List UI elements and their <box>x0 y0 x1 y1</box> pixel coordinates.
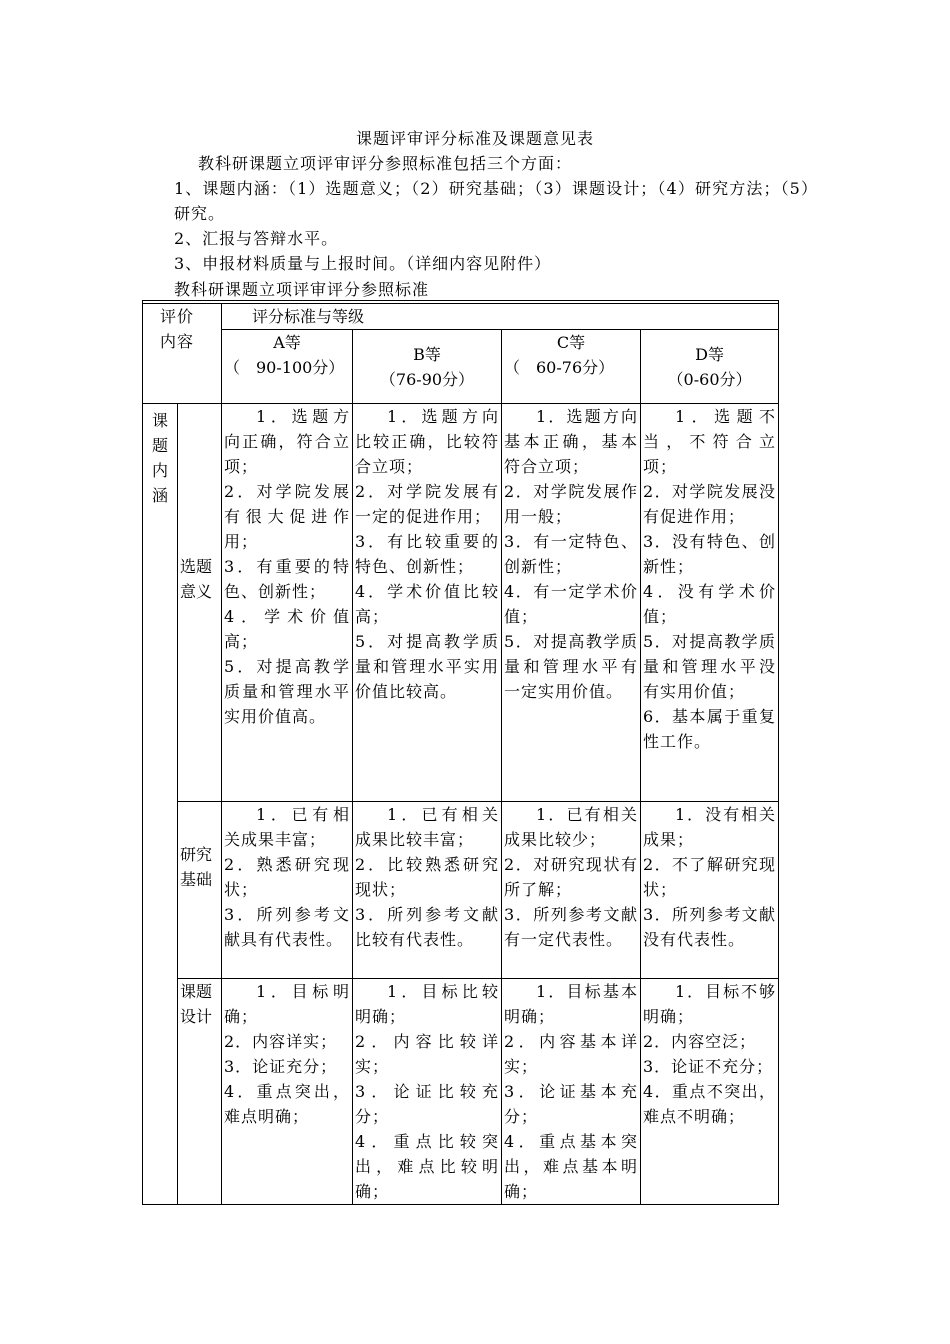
category-cell <box>143 404 178 1205</box>
criteria-text: 1．目标不够明确； 2．内容空泛； 3．论证不充分； 4．重点不突出，难点不明确； <box>643 982 777 1126</box>
grade-a-range: （ 90-100分） <box>224 358 345 377</box>
row-label-cell <box>178 802 222 979</box>
criteria-text: 1．选题方向正确，符合立项； 2．对学院发展有很大促进作用； 3．有重要的特色、创新性； 4．学术价值高； 5．对提高教学质量和管理水平实用价值高。 <box>224 407 350 726</box>
criteria-text: 1．选题方向比较正确，比较符合立项； 2．对学院发展有一定的促进作用； 3．有比较重要的特色、创新性； 4．学术价值比较高； 5．对提高教学质量和管理水平实用价值比较高。 <box>355 407 499 701</box>
criteria-cell <box>353 979 502 1205</box>
row-label-text: 研究基础 <box>180 845 213 889</box>
criteria-text: 1．目标基本明确； 2．内容基本详实； 3．论证基本充分； 4．重点基本突出，难点基本明确； <box>504 982 638 1201</box>
criteria-cell <box>222 802 353 979</box>
criteria-cell <box>641 979 779 1205</box>
criteria-cell <box>222 979 353 1205</box>
criteria-cell <box>353 802 502 979</box>
criteria-text: 1．已有相关成果比较少； 2．对研究现状有所了解； 3．所列参考文献有一定代表性。 <box>504 805 638 949</box>
criteria-text: 1．选题不当，不符合立项； 2．对学院发展没有促进作用； 3．没有特色、创新性； 4．没有学术价值； 5．对提高教学质量和管理水平没有实用价值； 6．基本属于重复性工作。 <box>643 407 777 751</box>
page-title: 课题评审评分标准及课题意见表 <box>355 129 594 148</box>
group-header-text: 评分标准与等级 <box>252 307 365 326</box>
grade-c-header <box>502 330 641 404</box>
grade-d-name: D等 <box>695 344 724 364</box>
criteria-text: 1．已有相关成果比较丰富； 2．比较熟悉研究现状； 3．所列参考文献比较有代表性。 <box>355 805 499 949</box>
grade-d-header <box>641 330 779 404</box>
row-label-cell <box>178 404 222 802</box>
grade-c-name: C等 <box>556 333 586 352</box>
criteria-cell <box>502 802 641 979</box>
group-header-cell <box>222 304 779 330</box>
criteria-cell <box>222 404 353 802</box>
grade-header-row <box>143 330 779 404</box>
grade-b-name: B等 <box>413 344 441 364</box>
grade-b-header <box>353 330 502 404</box>
grade-a-name: A等 <box>273 333 301 352</box>
criteria-row-project-design <box>143 979 779 1205</box>
criteria-cell <box>641 802 779 979</box>
corner-header-text: 评价内容 <box>160 307 195 351</box>
corner-header-cell <box>143 304 222 404</box>
criteria-text: 1．目标比较明确； 2．内容比较详实； 3．论证比较充分； 4．重点比较突出，难点比较明确； <box>355 982 499 1201</box>
table-caption: 教科研课题立项评审评分参照标准 <box>174 280 430 299</box>
row-label-text: 选题意义 <box>180 557 213 601</box>
grade-b-range: （76-90分） <box>379 369 475 389</box>
grade-d-range: （0-60分） <box>667 369 752 389</box>
header-row-group <box>143 304 779 330</box>
item-2-paragraph: 2、汇报与答辩水平。 <box>174 229 339 248</box>
item-3-paragraph: 3、申报材料质量与上报时间。（详细内容见附件） <box>174 254 552 273</box>
grade-a-header <box>222 330 353 404</box>
criteria-text: 1．目标明确； 2．内容详实； 3．论证充分； 4．重点突出，难点明确； <box>224 982 350 1126</box>
criteria-cell <box>502 404 641 802</box>
criteria-text: 1．选题方向基本正确，基本符合立项； 2．对学院发展作用一般； 3．有一定特色、创新性； 4．有一定学术价值； 5．对提高教学质量和管理水平有一定实用价值。 <box>504 407 638 701</box>
criteria-cell <box>641 404 779 802</box>
intro-paragraph: 教科研课题立项评审评分参照标准包括三个方面： <box>198 154 573 173</box>
row-label-text: 课题设计 <box>180 982 213 1026</box>
category-label: 课题内涵 <box>152 411 169 505</box>
item-1-paragraph: 1、课题内涵：（1）选题意义；（2）研究基础；（3）课题设计；（4）研究方法；（5）研究。 <box>174 179 810 223</box>
criteria-cell <box>353 404 502 802</box>
criteria-cell <box>502 979 641 1205</box>
criteria-row-topic-significance <box>143 404 779 802</box>
row-label-cell <box>178 979 222 1205</box>
criteria-text: 1．没有相关成果； 2．不了解研究现状； 3．所列参考文献没有代表性。 <box>643 805 777 949</box>
criteria-text: 1．已有相关成果丰富； 2．熟悉研究现状； 3．所列参考文献具有代表性。 <box>224 805 350 949</box>
grade-c-range: （ 60-76分） <box>504 358 615 377</box>
scoring-standard-table <box>142 300 779 1205</box>
criteria-row-research-basis <box>143 802 779 979</box>
